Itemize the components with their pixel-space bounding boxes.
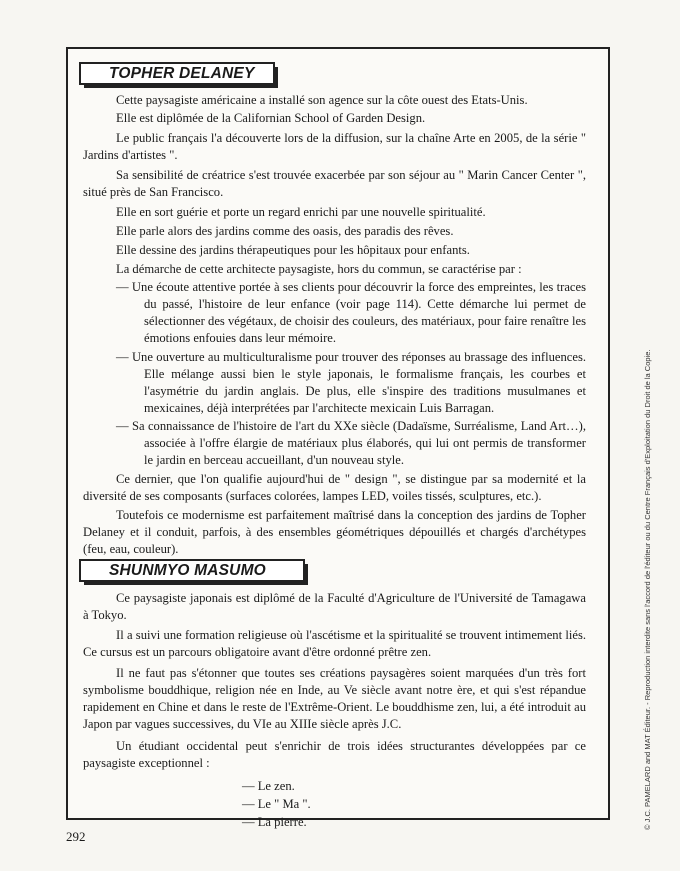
bullet-item: — Sa connaissance de l'histoire de l'art du XXe siècle (Dadaïsme, Surréalisme, Land Art…), associée à l'offre élargie de matériaux plus élaborés, qui lui ont permis de transformer le jardin en berceau accueillant, d'un nouveau style. [116, 419, 586, 467]
paragraph: Ce dernier, que l'on qualifie aujourd'hui de " design ", se distingue par sa modernité et la diversité de ses composants (surfaces colorées, lampes LED, voiles tissés, sculptures, etc.). [83, 472, 586, 503]
paragraph: Sa sensibilité de créatrice s'est trouvée exacerbée par son séjour au " Marin Cancer Center ", situé près de San Francisco. [83, 168, 586, 199]
page-number: 292 [66, 829, 86, 844]
paragraph: Ce paysagiste japonais est diplômé de la Faculté d'Agriculture de l'Université de Tamagawa à Tokyo. [83, 591, 586, 622]
paragraph: Il ne faut pas s'étonner que toutes ses créations paysagères soient marquées d'un très fort symbolisme bouddhique, religion née en Inde, au Ve siècle avant notre ère, et qui s'est répandue rapidement en Chine et dans le reste de l'Extrême-Orient. Le bouddhisme zen, lui, a été introduit au Japon par vagues successives, du VIe au XIIIe siècle après J.C. [83, 666, 586, 731]
list-item: — Le zen. [242, 779, 295, 793]
heading-text: SHUNMYO MASUMO [109, 561, 266, 579]
paragraph: Le public français l'a découverte lors de la diffusion, sur la chaîne Arte en 2005, de la série " Jardins d'artistes ". [83, 131, 586, 162]
list-item: — La pierre. [242, 815, 307, 829]
paragraph: Un étudiant occidental peut s'enrichir de trois idées structurantes développées par ce paysagiste exceptionnel : [83, 739, 586, 770]
heading-text: TOPHER DELANEY [109, 64, 255, 82]
copyright-notice: © J.C. PAMELARD and MAT Éditeur. - Reproduction interdite sans l'accord de l'éditeur ou du Centre Français d'Exploitation du Droit de la Copie. [643, 349, 652, 830]
paragraph: Cette paysagiste américaine a installé son agence sur la côte ouest des Etats-Unis. [116, 93, 528, 107]
section-heading-shunmyo-masumo [79, 559, 305, 582]
paragraph: Elle est diplômée de la Californian School of Garden Design. [116, 111, 426, 125]
bullet-item: — Une ouverture au multiculturalisme pour trouver des réponses au brassage des influences. Elle mélange aussi bien le style japonais, le formalisme français, les courbes et l'asymétrie du jardin anglais. De plus, elle s'inspire des traditions musulmanes et mexicaines, déjà interprétées par l'architecte mexicain Luis Barragan. [116, 350, 586, 415]
paragraph: Elle parle alors des jardins comme des oasis, des paradis des rêves. [116, 224, 454, 238]
section-heading-topher-delaney [79, 62, 275, 85]
paragraph: La démarche de cette architecte paysagiste, hors du commun, se caractérise par : [116, 262, 522, 276]
list-item: — Le " Ma ". [242, 797, 311, 811]
paragraph: Elle en sort guérie et porte un regard enrichi par une nouvelle spiritualité. [116, 205, 486, 219]
paragraph: Il a suivi une formation religieuse où l'ascétisme et la spiritualité se trouvent intimement liés. Ce cursus est un parcours obligatoire avant d'être ordonné prêtre zen. [83, 628, 586, 659]
bullet-item: — Une écoute attentive portée à ses clients pour découvrir la force des empreintes, les traces du passé, l'histoire de leur enfance (voir page 114). Cette démarche lui permet de sélectionner des végétaux, de choisir des couleurs, des matériaux, pour faire renaître les émotions enfouies dans leur mémoire. [116, 280, 586, 345]
paragraph: Toutefois ce modernisme est parfaitement maîtrisé dans la conception des jardins de Topher Delaney et il conduit, parfois, à des ensembles géométriques dépouillés et chargés d'archétypes (feu, eau, couleur). [83, 508, 586, 556]
paragraph: Elle dessine des jardins thérapeutiques pour les hôpitaux pour enfants. [116, 243, 470, 257]
